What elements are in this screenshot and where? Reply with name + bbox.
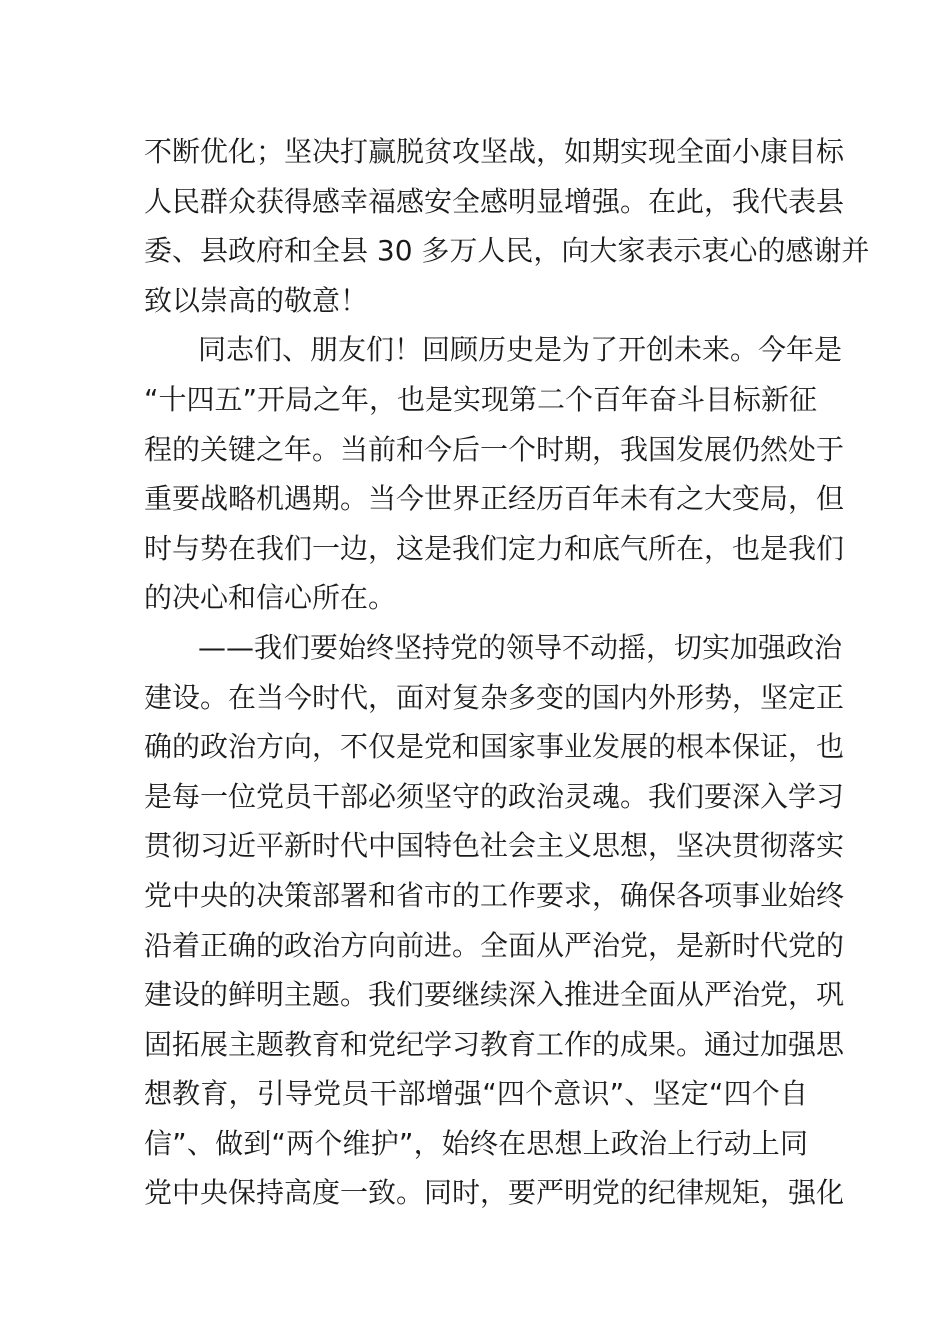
document-body bbox=[144, 127, 870, 1218]
text-line: 委、县政府和全县 30 多万人民，向大家表示衷心的感谢并 bbox=[144, 234, 870, 268]
text-line: 确的政治方向，不仅是党和国家事业发展的根本保证，也 bbox=[144, 730, 845, 764]
text-line: 程的关键之年。当前和今后一个时期，我国发展仍然处于 bbox=[144, 432, 845, 466]
text-line: 党中央保持高度一致。同时，要严明党的纪律规矩，强化 bbox=[144, 1176, 845, 1210]
text-line: 想教育，引导党员干部增强“四个意识”、坚定“四个自 bbox=[144, 1077, 808, 1111]
paragraph-first-line: 同志们、朋友们！回顾历史是为了开创未来。今年是 bbox=[198, 333, 843, 367]
text-line: 沿着正确的政治方向前进。全面从严治党，是新时代党的 bbox=[144, 928, 845, 962]
text-line: 贯彻习近平新时代中国特色社会主义思想，坚决贯彻落实 bbox=[144, 829, 845, 863]
text-line: 信”、做到“两个维护”，始终在思想上政治上行动上同 bbox=[144, 1126, 808, 1160]
text-line: 固拓展主题教育和党纪学习教育工作的成果。通过加强思 bbox=[144, 1027, 845, 1061]
text-line: “十四五”开局之年，也是实现第二个百年奋斗目标新征 bbox=[144, 382, 818, 416]
text-line: 是每一位党员干部必须坚守的政治灵魂。我们要深入学习 bbox=[144, 779, 845, 813]
text-line: 人民群众获得感幸福感安全感明显增强。在此，我代表县 bbox=[144, 184, 845, 218]
text-line: 时与势在我们一边，这是我们定力和底气所在，也是我们 bbox=[144, 531, 845, 565]
text-line: 致以崇高的敬意！ bbox=[144, 283, 369, 317]
text-line: 的决心和信心所在。 bbox=[144, 581, 397, 615]
paragraph-first-line: ——我们要始终坚持党的领导不动摇，切实加强政治 bbox=[198, 630, 843, 664]
text-line: 重要战略机遇期。当今世界正经历百年未有之大变局，但 bbox=[144, 482, 845, 516]
text-line: 建设。在当今时代，面对复杂多变的国内外形势，坚定正 bbox=[144, 680, 845, 714]
text-line: 不断优化；坚决打赢脱贫攻坚战，如期实现全面小康目标 bbox=[144, 135, 845, 168]
text-line: 建设的鲜明主题。我们要继续深入推进全面从严治党，巩 bbox=[144, 978, 845, 1012]
text-line: 党中央的决策部署和省市的工作要求，确保各项事业始终 bbox=[144, 878, 845, 912]
